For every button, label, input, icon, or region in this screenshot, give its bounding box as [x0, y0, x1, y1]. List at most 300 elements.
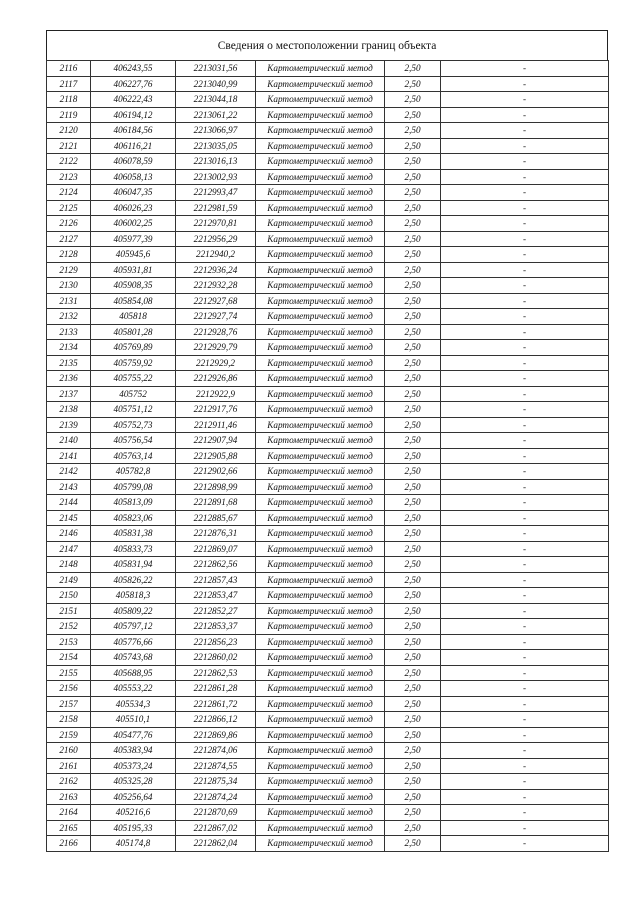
description-cell: -: [441, 650, 609, 666]
x-coordinate-cell: 405818,3: [91, 588, 176, 604]
point-number-cell: 2143: [47, 479, 91, 495]
method-cell: Картометрический метод: [256, 479, 385, 495]
accuracy-cell: 2,50: [385, 448, 441, 464]
y-coordinate-cell: 2212902,66: [176, 464, 256, 480]
y-coordinate-cell: 2212875,34: [176, 774, 256, 790]
point-number-cell: 2129: [47, 262, 91, 278]
x-coordinate-cell: 405797,12: [91, 619, 176, 635]
table-row: [47, 712, 609, 728]
description-cell: -: [441, 123, 609, 139]
table-row: [47, 820, 609, 836]
description-cell: -: [441, 169, 609, 185]
y-coordinate-cell: 2213061,22: [176, 107, 256, 123]
method-cell: Картометрический метод: [256, 293, 385, 309]
y-coordinate-cell: 2212866,12: [176, 712, 256, 728]
point-number-cell: 2161: [47, 758, 91, 774]
table-row: [47, 371, 609, 387]
description-cell: -: [441, 665, 609, 681]
accuracy-cell: 2,50: [385, 402, 441, 418]
method-cell: Картометрический метод: [256, 448, 385, 464]
y-coordinate-cell: 2212870,69: [176, 805, 256, 821]
description-cell: -: [441, 216, 609, 232]
accuracy-cell: 2,50: [385, 464, 441, 480]
x-coordinate-cell: 405755,22: [91, 371, 176, 387]
x-coordinate-cell: 406194,12: [91, 107, 176, 123]
y-coordinate-cell: 2212852,27: [176, 603, 256, 619]
point-number-cell: 2121: [47, 138, 91, 154]
boundary-table: [46, 60, 609, 852]
description-cell: -: [441, 417, 609, 433]
accuracy-cell: 2,50: [385, 417, 441, 433]
table-row: [47, 758, 609, 774]
accuracy-cell: 2,50: [385, 681, 441, 697]
accuracy-cell: 2,50: [385, 510, 441, 526]
accuracy-cell: 2,50: [385, 820, 441, 836]
x-coordinate-cell: 405809,22: [91, 603, 176, 619]
point-number-cell: 2133: [47, 324, 91, 340]
point-number-cell: 2131: [47, 293, 91, 309]
method-cell: Картометрический метод: [256, 789, 385, 805]
point-number-cell: 2149: [47, 572, 91, 588]
table-row: [47, 495, 609, 511]
description-cell: -: [441, 293, 609, 309]
table-row: [47, 123, 609, 139]
point-number-cell: 2122: [47, 154, 91, 170]
y-coordinate-cell: 2213040,99: [176, 76, 256, 92]
y-coordinate-cell: 2212940,2: [176, 247, 256, 263]
description-cell: -: [441, 681, 609, 697]
accuracy-cell: 2,50: [385, 200, 441, 216]
table-row: [47, 836, 609, 852]
description-cell: -: [441, 231, 609, 247]
description-cell: -: [441, 572, 609, 588]
y-coordinate-cell: 2212927,74: [176, 309, 256, 325]
table-row: [47, 805, 609, 821]
method-cell: Картометрический метод: [256, 138, 385, 154]
point-number-cell: 2162: [47, 774, 91, 790]
method-cell: Картометрический метод: [256, 603, 385, 619]
method-cell: Картометрический метод: [256, 696, 385, 712]
table-row: [47, 665, 609, 681]
x-coordinate-cell: 406058,13: [91, 169, 176, 185]
method-cell: Картометрический метод: [256, 510, 385, 526]
table-row: [47, 634, 609, 650]
point-number-cell: 2160: [47, 743, 91, 759]
y-coordinate-cell: 2212928,76: [176, 324, 256, 340]
method-cell: Картометрический метод: [256, 557, 385, 573]
accuracy-cell: 2,50: [385, 588, 441, 604]
point-number-cell: 2147: [47, 541, 91, 557]
description-cell: -: [441, 138, 609, 154]
table-row: [47, 293, 609, 309]
document-sheet: [46, 30, 608, 852]
y-coordinate-cell: 2212853,47: [176, 588, 256, 604]
method-cell: Картометрический метод: [256, 247, 385, 263]
description-cell: -: [441, 200, 609, 216]
accuracy-cell: 2,50: [385, 479, 441, 495]
accuracy-cell: 2,50: [385, 557, 441, 573]
point-number-cell: 2156: [47, 681, 91, 697]
y-coordinate-cell: 2212927,68: [176, 293, 256, 309]
y-coordinate-cell: 2213044,18: [176, 92, 256, 108]
point-number-cell: 2134: [47, 340, 91, 356]
description-cell: -: [441, 92, 609, 108]
table-row: [47, 448, 609, 464]
x-coordinate-cell: 405977,39: [91, 231, 176, 247]
x-coordinate-cell: 406047,35: [91, 185, 176, 201]
table-row: [47, 588, 609, 604]
table-row: [47, 603, 609, 619]
y-coordinate-cell: 2212857,43: [176, 572, 256, 588]
y-coordinate-cell: 2213002,93: [176, 169, 256, 185]
description-cell: -: [441, 510, 609, 526]
point-number-cell: 2159: [47, 727, 91, 743]
description-cell: -: [441, 820, 609, 836]
table-row: [47, 464, 609, 480]
point-number-cell: 2165: [47, 820, 91, 836]
table-row: [47, 138, 609, 154]
table-row: [47, 169, 609, 185]
point-number-cell: 2155: [47, 665, 91, 681]
table-row: [47, 541, 609, 557]
point-number-cell: 2117: [47, 76, 91, 92]
description-cell: -: [441, 402, 609, 418]
accuracy-cell: 2,50: [385, 665, 441, 681]
method-cell: Картометрический метод: [256, 634, 385, 650]
description-cell: -: [441, 557, 609, 573]
table-row: [47, 107, 609, 123]
table-row: [47, 76, 609, 92]
x-coordinate-cell: 405553,22: [91, 681, 176, 697]
x-coordinate-cell: 406222,43: [91, 92, 176, 108]
description-cell: -: [441, 758, 609, 774]
accuracy-cell: 2,50: [385, 650, 441, 666]
table-row: [47, 510, 609, 526]
accuracy-cell: 2,50: [385, 324, 441, 340]
y-coordinate-cell: 2212869,86: [176, 727, 256, 743]
x-coordinate-cell: 405813,09: [91, 495, 176, 511]
y-coordinate-cell: 2212922,9: [176, 386, 256, 402]
y-coordinate-cell: 2212907,94: [176, 433, 256, 449]
method-cell: Картометрический метод: [256, 324, 385, 340]
x-coordinate-cell: 406078,59: [91, 154, 176, 170]
description-cell: -: [441, 603, 609, 619]
table-row: [47, 231, 609, 247]
y-coordinate-cell: 2212867,02: [176, 820, 256, 836]
table-row: [47, 355, 609, 371]
table-row: [47, 216, 609, 232]
description-cell: -: [441, 61, 609, 77]
x-coordinate-cell: 405801,28: [91, 324, 176, 340]
accuracy-cell: 2,50: [385, 805, 441, 821]
accuracy-cell: 2,50: [385, 262, 441, 278]
x-coordinate-cell: 405945,6: [91, 247, 176, 263]
y-coordinate-cell: 2212853,37: [176, 619, 256, 635]
point-number-cell: 2144: [47, 495, 91, 511]
description-cell: -: [441, 433, 609, 449]
accuracy-cell: 2,50: [385, 123, 441, 139]
accuracy-cell: 2,50: [385, 61, 441, 77]
y-coordinate-cell: 2213031,56: [176, 61, 256, 77]
accuracy-cell: 2,50: [385, 340, 441, 356]
accuracy-cell: 2,50: [385, 76, 441, 92]
x-coordinate-cell: 406116,21: [91, 138, 176, 154]
point-number-cell: 2130: [47, 278, 91, 294]
method-cell: Картометрический метод: [256, 371, 385, 387]
method-cell: Картометрический метод: [256, 495, 385, 511]
x-coordinate-cell: 405818: [91, 309, 176, 325]
y-coordinate-cell: 2212917,76: [176, 402, 256, 418]
y-coordinate-cell: 2212898,99: [176, 479, 256, 495]
table-row: [47, 681, 609, 697]
x-coordinate-cell: 405826,22: [91, 572, 176, 588]
table-row: [47, 557, 609, 573]
y-coordinate-cell: 2212856,23: [176, 634, 256, 650]
table-row: [47, 185, 609, 201]
method-cell: Картометрический метод: [256, 386, 385, 402]
point-number-cell: 2150: [47, 588, 91, 604]
method-cell: Картометрический метод: [256, 665, 385, 681]
y-coordinate-cell: 2212956,29: [176, 231, 256, 247]
description-cell: -: [441, 836, 609, 852]
accuracy-cell: 2,50: [385, 758, 441, 774]
table-row: [47, 92, 609, 108]
point-number-cell: 2136: [47, 371, 91, 387]
table-row: [47, 417, 609, 433]
accuracy-cell: 2,50: [385, 696, 441, 712]
accuracy-cell: 2,50: [385, 789, 441, 805]
table-row: [47, 696, 609, 712]
point-number-cell: 2135: [47, 355, 91, 371]
description-cell: -: [441, 774, 609, 790]
table-row: [47, 619, 609, 635]
accuracy-cell: 2,50: [385, 634, 441, 650]
point-number-cell: 2152: [47, 619, 91, 635]
point-number-cell: 2151: [47, 603, 91, 619]
description-cell: -: [441, 743, 609, 759]
description-cell: -: [441, 588, 609, 604]
description-cell: -: [441, 526, 609, 542]
x-coordinate-cell: 405752: [91, 386, 176, 402]
x-coordinate-cell: 405756,54: [91, 433, 176, 449]
accuracy-cell: 2,50: [385, 92, 441, 108]
point-number-cell: 2120: [47, 123, 91, 139]
description-cell: -: [441, 479, 609, 495]
method-cell: Картометрический метод: [256, 836, 385, 852]
x-coordinate-cell: 406243,55: [91, 61, 176, 77]
method-cell: Картометрический метод: [256, 820, 385, 836]
accuracy-cell: 2,50: [385, 774, 441, 790]
point-number-cell: 2142: [47, 464, 91, 480]
x-coordinate-cell: 405383,94: [91, 743, 176, 759]
description-cell: -: [441, 696, 609, 712]
table-row: [47, 309, 609, 325]
x-coordinate-cell: 405477,76: [91, 727, 176, 743]
accuracy-cell: 2,50: [385, 712, 441, 728]
x-coordinate-cell: 406002,25: [91, 216, 176, 232]
description-cell: -: [441, 727, 609, 743]
accuracy-cell: 2,50: [385, 293, 441, 309]
x-coordinate-cell: 405688,95: [91, 665, 176, 681]
method-cell: Картометрический метод: [256, 572, 385, 588]
description-cell: -: [441, 262, 609, 278]
accuracy-cell: 2,50: [385, 169, 441, 185]
table-row: [47, 402, 609, 418]
description-cell: -: [441, 386, 609, 402]
y-coordinate-cell: 2212860,02: [176, 650, 256, 666]
point-number-cell: 2128: [47, 247, 91, 263]
table-row: [47, 200, 609, 216]
method-cell: Картометрический метод: [256, 154, 385, 170]
table-row: [47, 526, 609, 542]
point-number-cell: 2132: [47, 309, 91, 325]
y-coordinate-cell: 2212876,31: [176, 526, 256, 542]
point-number-cell: 2148: [47, 557, 91, 573]
y-coordinate-cell: 2212862,04: [176, 836, 256, 852]
description-cell: -: [441, 76, 609, 92]
y-coordinate-cell: 2212911,46: [176, 417, 256, 433]
x-coordinate-cell: 405799,08: [91, 479, 176, 495]
table-row: [47, 789, 609, 805]
point-number-cell: 2141: [47, 448, 91, 464]
point-number-cell: 2125: [47, 200, 91, 216]
point-number-cell: 2139: [47, 417, 91, 433]
method-cell: Картометрический метод: [256, 433, 385, 449]
table-row: [47, 727, 609, 743]
description-cell: -: [441, 541, 609, 557]
point-number-cell: 2166: [47, 836, 91, 852]
method-cell: Картометрический метод: [256, 541, 385, 557]
y-coordinate-cell: 2212885,67: [176, 510, 256, 526]
point-number-cell: 2119: [47, 107, 91, 123]
description-cell: -: [441, 185, 609, 201]
y-coordinate-cell: 2212862,53: [176, 665, 256, 681]
x-coordinate-cell: 405256,64: [91, 789, 176, 805]
table-row: [47, 572, 609, 588]
y-coordinate-cell: 2212929,2: [176, 355, 256, 371]
x-coordinate-cell: 405743,68: [91, 650, 176, 666]
y-coordinate-cell: 2212874,06: [176, 743, 256, 759]
description-cell: -: [441, 495, 609, 511]
accuracy-cell: 2,50: [385, 309, 441, 325]
method-cell: Картометрический метод: [256, 805, 385, 821]
y-coordinate-cell: 2212905,88: [176, 448, 256, 464]
accuracy-cell: 2,50: [385, 138, 441, 154]
point-number-cell: 2124: [47, 185, 91, 201]
y-coordinate-cell: 2212861,28: [176, 681, 256, 697]
method-cell: Картометрический метод: [256, 123, 385, 139]
point-number-cell: 2157: [47, 696, 91, 712]
method-cell: Картометрический метод: [256, 774, 385, 790]
x-coordinate-cell: 406227,76: [91, 76, 176, 92]
x-coordinate-cell: 405854,08: [91, 293, 176, 309]
table-row: [47, 278, 609, 294]
table-row: [47, 743, 609, 759]
accuracy-cell: 2,50: [385, 185, 441, 201]
method-cell: Картометрический метод: [256, 417, 385, 433]
method-cell: Картометрический метод: [256, 278, 385, 294]
accuracy-cell: 2,50: [385, 216, 441, 232]
y-coordinate-cell: 2212874,55: [176, 758, 256, 774]
method-cell: Картометрический метод: [256, 340, 385, 356]
accuracy-cell: 2,50: [385, 371, 441, 387]
y-coordinate-cell: 2213016,13: [176, 154, 256, 170]
table-row: [47, 433, 609, 449]
y-coordinate-cell: 2212929,79: [176, 340, 256, 356]
table-row: [47, 774, 609, 790]
point-number-cell: 2127: [47, 231, 91, 247]
y-coordinate-cell: 2212869,07: [176, 541, 256, 557]
x-coordinate-cell: 405174,8: [91, 836, 176, 852]
x-coordinate-cell: 405373,24: [91, 758, 176, 774]
description-cell: -: [441, 619, 609, 635]
method-cell: Картометрический метод: [256, 169, 385, 185]
y-coordinate-cell: 2212932,28: [176, 278, 256, 294]
y-coordinate-cell: 2212981,59: [176, 200, 256, 216]
accuracy-cell: 2,50: [385, 603, 441, 619]
point-number-cell: 2146: [47, 526, 91, 542]
point-number-cell: 2118: [47, 92, 91, 108]
method-cell: Картометрический метод: [256, 712, 385, 728]
point-number-cell: 2137: [47, 386, 91, 402]
point-number-cell: 2145: [47, 510, 91, 526]
method-cell: Картометрический метод: [256, 309, 385, 325]
x-coordinate-cell: 405195,33: [91, 820, 176, 836]
x-coordinate-cell: 405931,81: [91, 262, 176, 278]
table-row: [47, 61, 609, 77]
method-cell: Картометрический метод: [256, 402, 385, 418]
x-coordinate-cell: 405759,92: [91, 355, 176, 371]
accuracy-cell: 2,50: [385, 386, 441, 402]
x-coordinate-cell: 405769,89: [91, 340, 176, 356]
table-row: [47, 262, 609, 278]
x-coordinate-cell: 405751,12: [91, 402, 176, 418]
accuracy-cell: 2,50: [385, 231, 441, 247]
method-cell: Картометрический метод: [256, 231, 385, 247]
y-coordinate-cell: 2212926,86: [176, 371, 256, 387]
table-row: [47, 386, 609, 402]
method-cell: Картометрический метод: [256, 355, 385, 371]
x-coordinate-cell: 405752,73: [91, 417, 176, 433]
accuracy-cell: 2,50: [385, 433, 441, 449]
point-number-cell: 2138: [47, 402, 91, 418]
method-cell: Картометрический метод: [256, 588, 385, 604]
description-cell: -: [441, 712, 609, 728]
accuracy-cell: 2,50: [385, 541, 441, 557]
method-cell: Картометрический метод: [256, 107, 385, 123]
x-coordinate-cell: 406184,56: [91, 123, 176, 139]
y-coordinate-cell: 2213035,05: [176, 138, 256, 154]
accuracy-cell: 2,50: [385, 526, 441, 542]
point-number-cell: 2154: [47, 650, 91, 666]
y-coordinate-cell: 2212874,24: [176, 789, 256, 805]
point-number-cell: 2116: [47, 61, 91, 77]
accuracy-cell: 2,50: [385, 727, 441, 743]
y-coordinate-cell: 2212993,47: [176, 185, 256, 201]
x-coordinate-cell: 405325,28: [91, 774, 176, 790]
table-row: [47, 247, 609, 263]
table-row: [47, 340, 609, 356]
description-cell: -: [441, 247, 609, 263]
accuracy-cell: 2,50: [385, 743, 441, 759]
method-cell: Картометрический метод: [256, 76, 385, 92]
y-coordinate-cell: 2212936,24: [176, 262, 256, 278]
description-cell: -: [441, 805, 609, 821]
accuracy-cell: 2,50: [385, 154, 441, 170]
x-coordinate-cell: 406026,23: [91, 200, 176, 216]
accuracy-cell: 2,50: [385, 247, 441, 263]
method-cell: Картометрический метод: [256, 526, 385, 542]
